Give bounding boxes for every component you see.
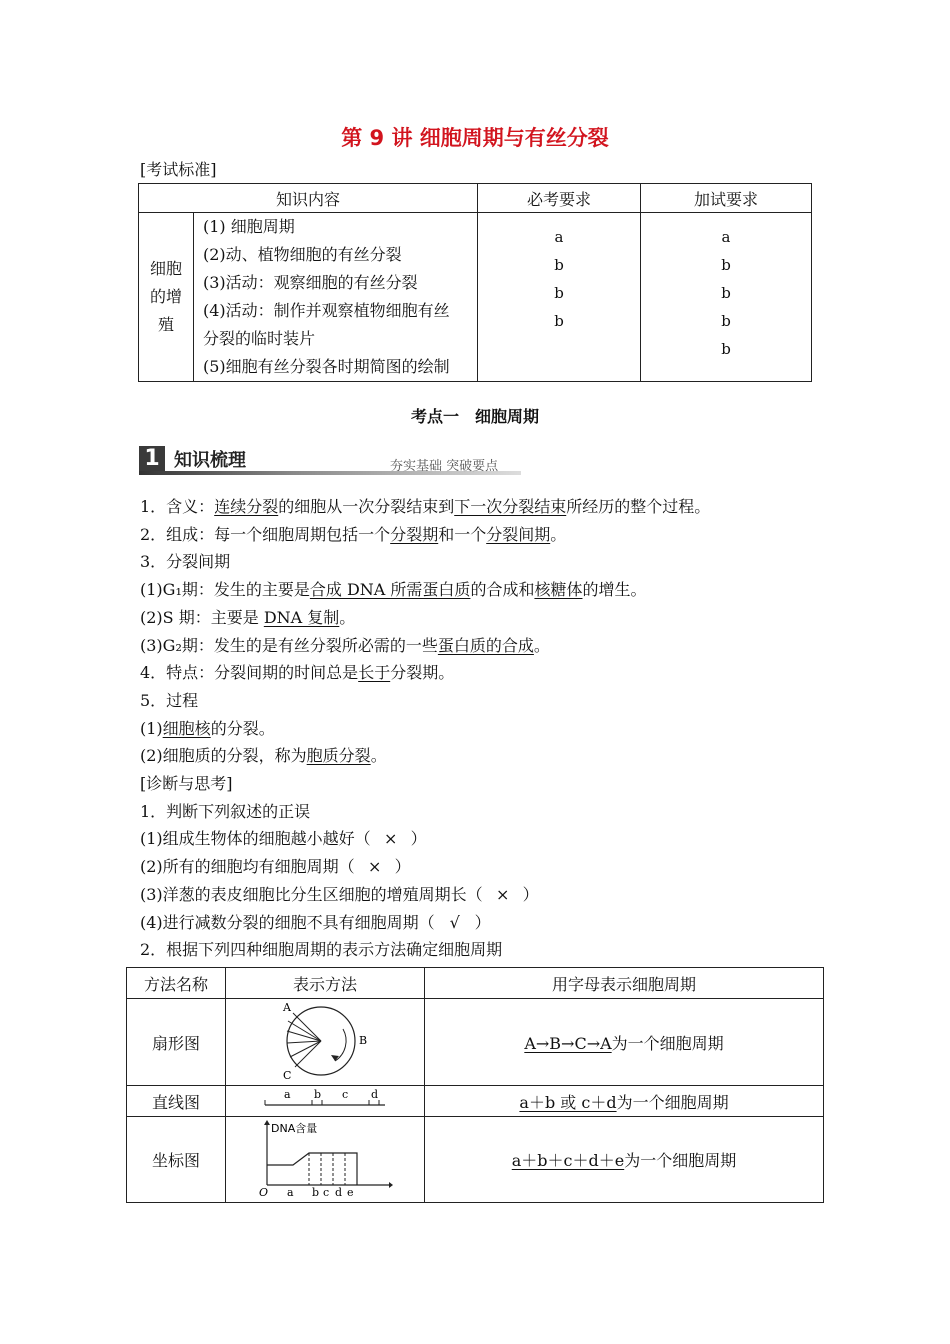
extra-level: b (721, 256, 731, 274)
text-segment: 5．过程 (140, 690, 199, 710)
fan-label-a: A (283, 1001, 291, 1014)
content-line (140, 826, 427, 849)
line-answer-rest: 为一个细胞周期 (616, 1092, 729, 1112)
fan-diagram-cell (226, 999, 425, 1086)
text-segment: ） (394, 857, 411, 877)
section-title: 考点一 细胞周期 (410, 407, 539, 426)
underlined-answer: 蛋白质的合成 (437, 635, 534, 655)
text-segment: [诊断与思考] (140, 774, 233, 793)
content-line (140, 882, 539, 905)
item-line: (5)细胞有丝分裂各时期简图的绘制 (203, 357, 450, 376)
category-line: 殖 (157, 315, 174, 334)
text-segment: 。 (339, 607, 356, 627)
text-segment: (1) (140, 718, 163, 738)
text-segment: (1)组成生物体的细胞越小越好（ (140, 829, 371, 849)
category-cell (139, 213, 194, 382)
underlined-answer: 合成 DNA 所需蛋白质 (309, 580, 471, 600)
text-segment: ） (474, 912, 491, 932)
required-level: a (554, 228, 564, 246)
coord-answer-rest: 为一个细胞周期 (624, 1151, 737, 1170)
method-header-name: 方法名称 (127, 968, 226, 999)
underlined-answer: DNA 复制 (263, 607, 340, 627)
content-line (140, 910, 491, 933)
content-line (140, 854, 411, 877)
text-segment: ） (410, 829, 427, 849)
content-line (140, 522, 566, 545)
content-line (140, 605, 355, 628)
standard-label: [考试标准] (140, 160, 217, 179)
content-line (140, 494, 710, 517)
coord-answer-key: a＋b＋c＋d＋e (511, 1151, 625, 1170)
banner-subtitle: 夯实基础 突破要点 (390, 459, 499, 474)
text-segment: (1)G₁期：发生的主要是 (140, 580, 310, 600)
extra-level: b (721, 340, 731, 358)
underlined-answer: 分裂期 (390, 524, 439, 544)
content-line (140, 937, 502, 960)
text-segment: 所经历的整个过程。 (566, 497, 711, 516)
underlined-answer: 细胞核 (162, 718, 211, 738)
fan-label-c: C (283, 1069, 292, 1081)
text-segment: 和一个 (438, 524, 487, 544)
category-line: 细胞 (149, 259, 182, 278)
text-segment: 2．根据下列四种细胞周期的表示方法确定细胞周期 (140, 940, 503, 960)
coord-answer-cell (425, 1117, 824, 1203)
fan-answer-key: A→B→C→A (524, 1033, 612, 1053)
method-header-repr: 表示方法 (226, 968, 425, 999)
text-segment: (3)洋葱的表皮细胞比分生区细胞的增殖周期长（ (140, 884, 483, 904)
text-segment: 。 (533, 635, 550, 655)
extra-cell (641, 213, 812, 382)
extra-level: a (721, 228, 731, 246)
coord-diagram (257, 1119, 393, 1197)
required-level: b (554, 284, 564, 302)
text-segment: (2)细胞质的分裂，称为 (140, 746, 307, 766)
required-level: b (554, 256, 564, 274)
text-segment: ） (522, 884, 539, 904)
coord-tick-c: c (323, 1185, 330, 1197)
text-segment: 4．特点：分裂间期的时间总是 (140, 663, 359, 683)
judgement-mark: × (383, 829, 398, 849)
text-segment: (2)所有的细胞均有细胞周期（ (140, 857, 355, 877)
text-segment: 的细胞从一次分裂结束到 (278, 497, 455, 516)
coord-tick-d: d (335, 1185, 343, 1197)
standard-table (138, 183, 812, 382)
content-line (140, 771, 233, 794)
content-line (140, 743, 387, 766)
method-name: 坐标图 (127, 1117, 226, 1203)
judgement-mark: √ (449, 912, 460, 932)
text-segment: 。 (370, 746, 387, 766)
content-line (140, 799, 310, 822)
line-diagram (262, 1086, 388, 1112)
text-segment: (2)S 期：主要是 (140, 607, 264, 627)
header-knowledge: 知识内容 (139, 184, 478, 213)
text-segment: (4)进行减数分裂的细胞不具有细胞周期（ (140, 912, 435, 932)
extra-level: b (721, 284, 731, 302)
banner-number: 1 (139, 446, 165, 472)
items-cell (194, 213, 478, 382)
method-name: 直线图 (127, 1086, 226, 1117)
header-required: 必考要求 (478, 184, 641, 213)
coord-diagram-cell (226, 1117, 425, 1203)
line-label-c: c (342, 1088, 349, 1101)
content-line (140, 660, 454, 683)
underlined-answer: 胞质分裂 (306, 746, 371, 766)
text-segment: 1．判断下列叙述的正误 (140, 801, 311, 821)
line-answer-cell (425, 1086, 824, 1117)
required-cell (478, 213, 641, 382)
item-line: (2)动、植物细胞的有丝分裂 (203, 245, 402, 264)
text-segment: 2．组成：每一个细胞周期包括一个 (140, 524, 391, 544)
coord-origin: O (259, 1185, 269, 1197)
text-segment: 的合成和 (470, 580, 535, 600)
underlined-answer: 核糖体 (534, 580, 583, 600)
fan-label-b: B (359, 1034, 368, 1047)
item-line: 分裂的临时装片 (203, 329, 316, 348)
underlined-answer: 长于 (358, 663, 391, 683)
coord-tick-e: e (347, 1185, 354, 1197)
text-segment: 。 (550, 524, 567, 544)
text-segment: 分裂期。 (390, 663, 455, 683)
fan-answer-cell (425, 999, 824, 1086)
underlined-answer: 连续分裂 (214, 497, 279, 516)
category-line: 的增 (149, 287, 182, 306)
coord-ylabel: DNA含量 (271, 1121, 318, 1135)
line-label-b: b (314, 1088, 322, 1101)
judgement-mark: × (495, 884, 510, 904)
content-line (140, 716, 275, 739)
text-segment: 3．分裂间期 (140, 552, 231, 572)
text-segment: 的增生。 (582, 580, 647, 600)
item-line: (1) 细胞周期 (203, 217, 295, 236)
item-line: (3)活动：观察细胞的有丝分裂 (203, 273, 418, 292)
required-level: b (554, 312, 564, 330)
coord-tick-b: b (312, 1185, 320, 1197)
text-segment: 的分裂。 (210, 718, 275, 738)
extra-level: b (721, 312, 731, 330)
header-extra: 加试要求 (641, 184, 812, 213)
underlined-answer: 分裂间期 (486, 524, 551, 544)
banner-title: 知识梳理 (174, 450, 246, 471)
content-line (140, 549, 230, 572)
content-line (140, 633, 550, 656)
item-line: (4)活动：制作并观察植物细胞有丝 (203, 301, 450, 320)
judgement-mark: × (367, 857, 382, 877)
underlined-answer: 下一次分裂结束 (454, 497, 567, 516)
line-diagram-cell (226, 1086, 425, 1117)
page-title: 第 9 讲 细胞周期与有丝分裂 (341, 126, 609, 150)
line-answer-key: a＋b 或 c＋d (519, 1092, 617, 1112)
text-segment: 1．含义： (140, 497, 215, 516)
content-line (140, 688, 198, 711)
fan-answer-rest: 为一个细胞周期 (611, 1033, 724, 1053)
fan-diagram (265, 999, 385, 1081)
method-table (126, 967, 824, 1203)
text-segment: (3)G₂期：发生的是有丝分裂所必需的一些 (140, 635, 438, 655)
line-label-d: d (371, 1088, 379, 1101)
coord-tick-a: a (287, 1185, 294, 1197)
method-header-answer: 用字母表示细胞周期 (425, 968, 824, 999)
content-line (140, 577, 646, 600)
method-name: 扇形图 (127, 999, 226, 1086)
line-label-a: a (284, 1088, 291, 1101)
